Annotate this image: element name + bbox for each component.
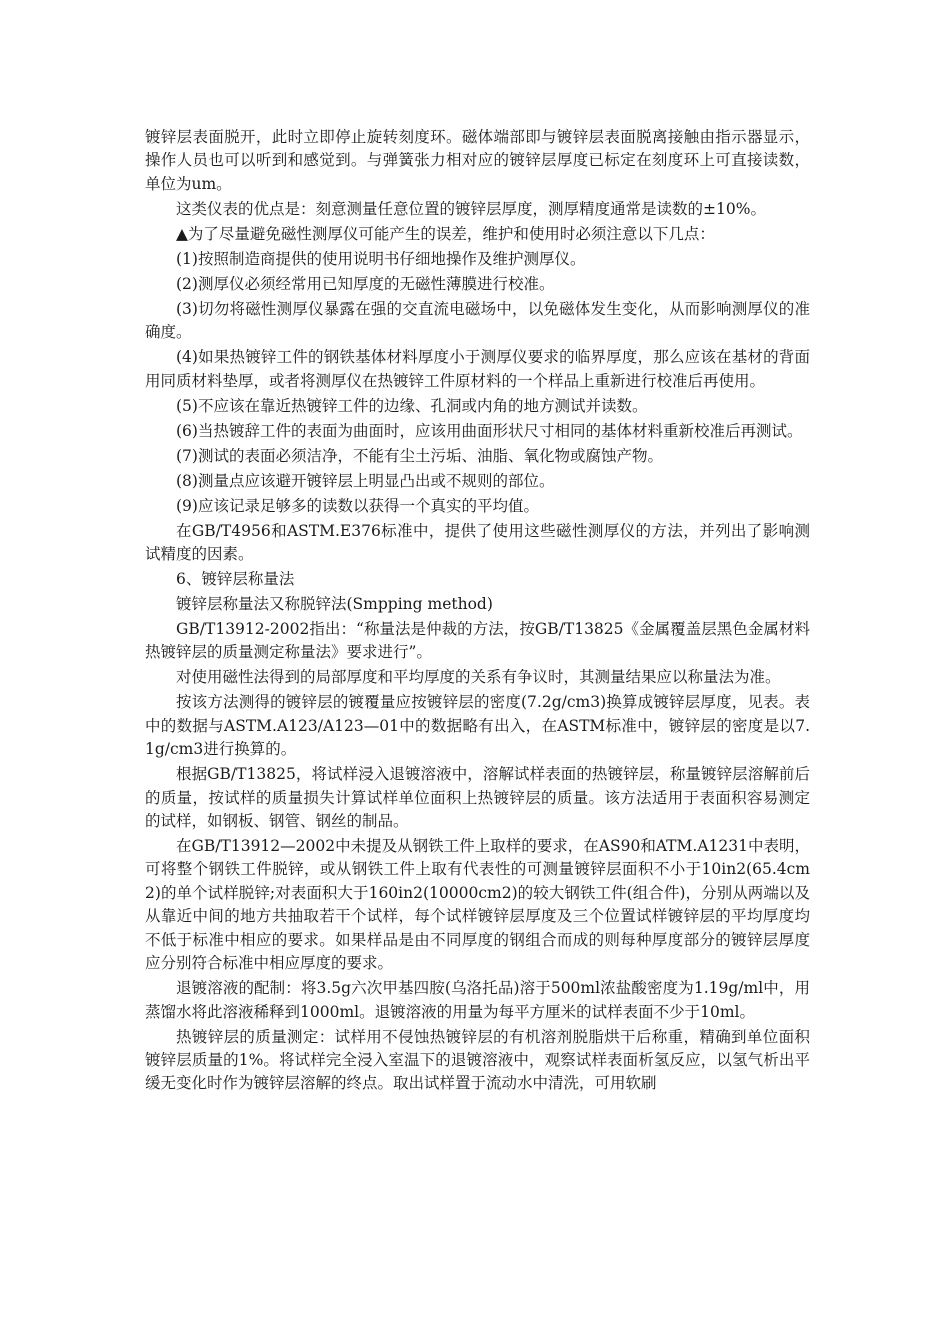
list-item-8: (8)测量点应该避开镀锌层上明显凸出或不规则的部位。: [176, 471, 555, 490]
paragraph-precautions-intro: ▲为了尽量避免磁性测厚仪可能产生的误差，维护和使用时必须注意以下几点：: [176, 224, 715, 243]
paragraph-sampling: 在GB/T13912—2002中未提及从钢铁工件上取样的要求，在AS90和ATM.A1231中表明，可将整个钢铁工件脱锌，或从钢铁工件上取有代表性的可测量镀锌层面积不小于10in2(65.4cm2)的单个试样脱锌;对表面积大于160in2(10000cm2)的较大钢铁工件(组合件)，分别从两端以及从靠近中间的地方共抽取若干个试样，每个试样镀锌层厚度及三个位置试样镀锌层的平均厚度均不低于标准中相应的要求。如果样品是由不同厚度的钢组合而成的则每种厚度部分的镀锌层厚度应分别符合标准中相应厚度的要求。: [145, 837, 810, 973]
paragraph-procedure: 根据GB/T13825，将试样浸入退镀溶液中，溶解试样表面的热镀锌层，称量镀锌层溶解前后的质量，按试样的质量损失计算试样单位面积上热镀锌层的质量。该方法适用于表面积容易测定的试样，如钢板、钢管、钢丝的制品。: [145, 765, 810, 831]
paragraph-dispute: 对使用磁性法得到的局部厚度和平均厚度的关系有争议时，其测量结果应以称量法为准。: [176, 668, 781, 687]
list-item-9: (9)应该记录足够多的读数以获得一个真实的平均值。: [176, 496, 539, 515]
paragraph-mass-measurement: 热镀锌层的质量测定：试样用不侵蚀热镀锌层的有机溶剂脱脂烘干后称重，精确到单位面积镀锌层质量的1%。将试样完全浸入室温下的退镀溶液中，观察试样表面析氢反应，以氢气析出平缓无变化时作为镀锌层溶解的终点。取出试样置于流动水中清洗，可用软刷: [145, 1027, 810, 1093]
list-item-3: (3)切勿将磁性测厚仪暴露在强的交直流电磁场中，以免磁体发生变化，从而影响测厚仪的准确度。: [145, 299, 810, 342]
paragraph-advantages: 这类仪表的优点是：刻意测量任意位置的镀锌层厚度，测厚精度通常是读数的±10%。: [176, 199, 766, 218]
list-item-4: (4)如果热镀锌工件的钢铁基体材料厚度小于测厚仪要求的临界厚度，那么应该在基材的背面用同质材料垫厚，或者将测厚仪在热镀锌工件原材料的一个样品上重新进行校准后再使用。: [145, 348, 810, 390]
section-heading: 6、镀锌层称量法: [176, 570, 295, 589]
paragraph-method-name: 镀锌层称量法又称脱锌法(Smpping method): [176, 595, 493, 614]
paragraph-continuation: 镀锌层表面脱开，此时立即停止旋转刻度环。磁体端部即与镀锌层表面脱离接触由指示器显示，操作人员也可以听到和感觉到。与弹簧张力相对应的镀锌层厚度已标定在刻度环上可直接读数，单位为um。: [145, 128, 810, 193]
paragraph-gb-quote: GB/T13912-2002指出：“称量法是仲裁的方法，按GB/T13825《金属覆盖层黑色金属材料热镀锌层的质量测定称量法》要求进行”。: [145, 620, 810, 662]
list-item-2: (2)测厚仪必须经常用已知厚度的无磁性薄膜进行校准。: [176, 274, 555, 293]
list-item-6: (6)当热镀辞工件的表面为曲面时，应该用曲面形状尺寸相同的基体材料重新校准后再测试。: [176, 421, 803, 440]
paragraph-standards: 在GB/T4956和ASTM.E376标准中，提供了使用这些磁性测厚仪的方法，并列出了影响测试精度的因素。: [145, 521, 810, 564]
list-item-7: (7)测试的表面必须洁净，不能有尘土污垢、油脂、氧化物或腐蚀产物。: [176, 446, 663, 465]
paragraph-density: 按该方法测得的镀锌层的镀覆量应按镀锌层的密度(7.2g/cm3)换算成镀锌层厚度，见表。表中的数据与ASTM.A123/A123—01中的数据略有出入，在ASTM标准中，镀锌层的密度是以7.1g/cm3进行换算的。: [145, 693, 810, 759]
list-item-5: (5)不应该在靠近热镀锌工件的边缘、孔洞或内角的地方测试并读数。: [176, 396, 648, 415]
list-item-1: (1)按照制造商提供的使用说明书仔细地操作及维护测厚仪。: [176, 249, 586, 268]
document-body: [145, 126, 810, 1097]
paragraph-solution-prep: 退镀溶液的配制：将3.5g六次甲基四胺(乌洛托品)溶于500ml浓盐酸密度为1.19g/ml中，用蒸馏水将此溶液稀释到1000ml。退镀溶液的用量为每平方厘米的试样表面不少于10ml。: [145, 979, 810, 1021]
